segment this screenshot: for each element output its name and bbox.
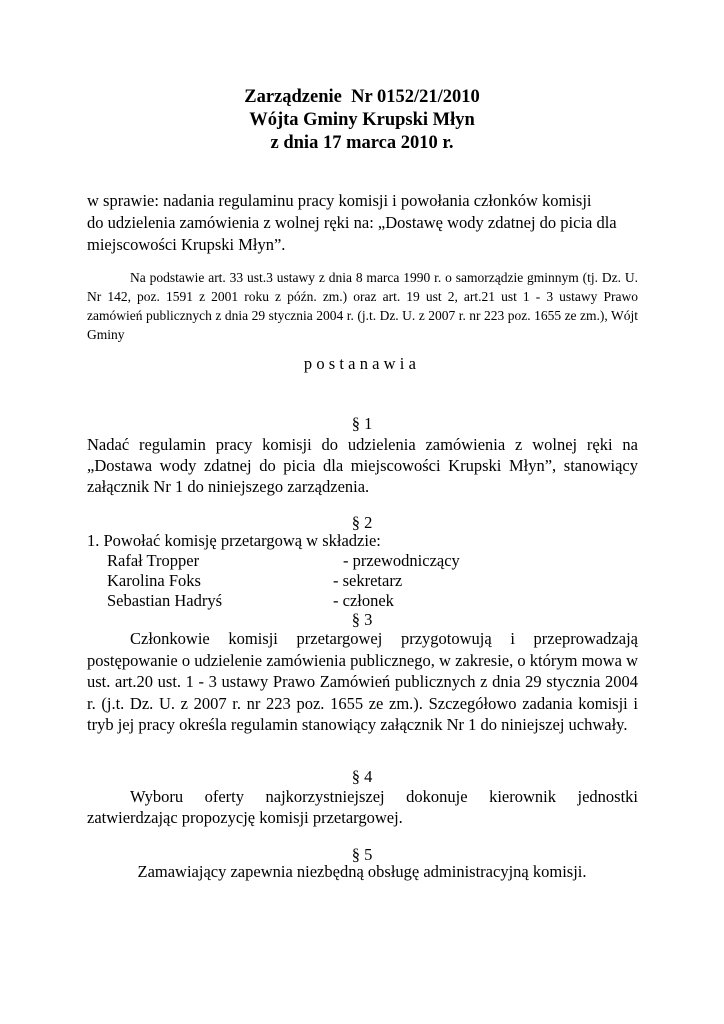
- member-name: Sebastian Hadryś: [107, 591, 223, 610]
- member-role: - przewodniczący: [343, 551, 460, 570]
- ordinance-date: z dnia 17 marca 2010 r.: [270, 133, 454, 153]
- section-3-mark: § 3: [351, 610, 373, 629]
- member-row: [87, 591, 638, 611]
- member-name: Karolina Foks: [107, 571, 201, 590]
- commission-intro: 1. Powołać komisję przetargową w składzie:: [87, 531, 381, 550]
- member-role: - sekretarz: [333, 571, 403, 590]
- legal-basis-paragraph: [87, 268, 638, 344]
- member-name: Rafał Tropper: [107, 551, 200, 570]
- commission-composition: [87, 531, 638, 611]
- section-3-text: Członkowie komisji przetargowej przygotowują i przeprowadzają postępowanie o udzielenie zamówienia publicznego, w zakresie, o którym mowa w ust. art.20 ust. 1 - 3 ustawy Prawo Zamówień publicznych z dnia 29 stycznia 2004 r. (j.t. Dz. U. z 2007 r. nr 223 poz. 1655 ze zm.). Szczegółowo zadania komisji i tryb jej pracy określa regulamin stanowiący załącznik Nr 1 do niniejszej uchwały.: [87, 629, 638, 734]
- subject-line-3: miejscowości Krupski Młyn”.: [87, 235, 286, 254]
- ordinance-number: Zarządzenie Nr 0152/21/2010: [244, 87, 480, 107]
- issuer: Wójta Gminy Krupski Młyn: [249, 110, 475, 130]
- member-row: [87, 551, 638, 571]
- document-header: [0, 86, 724, 155]
- section-4-text: Wyboru oferty najkorzystniejszej dokonuje kierownik jednostki zatwierdzając propozycję komisji przetargowej.: [87, 787, 638, 827]
- member-role: - członek: [333, 591, 394, 610]
- section-1-mark: § 1: [351, 414, 373, 433]
- member-row: [87, 571, 638, 591]
- section-2-mark: § 2: [351, 513, 373, 532]
- subject-line-2: do udzielenia zamówienia z wolnej ręki na: „Dostawę wody zdatnej do picia dla: [87, 213, 617, 232]
- decides-heading: postanawia: [303, 354, 421, 373]
- subject-line-1: w sprawie: nadania regulaminu pracy komisji i powołania członków komisji: [87, 191, 592, 210]
- subject-paragraph: [87, 190, 638, 256]
- section-1-text: Nadać regulamin pracy komisji do udzielenia zamówienia z wolnej ręki na „Dostawa wody zdatnej do picia dla miejscowości Krupski Młyn”, stanowiący załącznik Nr 1 do niniejszego zarządzenia.: [87, 435, 638, 496]
- section-4-mark: § 4: [351, 767, 373, 786]
- legal-basis-text: Na podstawie art. 33 ust.3 ustawy z dnia 8 marca 1990 r. o samorządzie gminnym (tj. Dz. U. Nr 142, poz. 1591 z 2001 roku z późn. zm.) oraz art. 19 ust 2, art.21 ust 1 - 3 ustawy Prawo zamówień publicznych z dnia 29 stycznia 2004 r. (j.t. Dz. U. z 2007 r. nr 223 poz. 1655 ze zm.), Wójt Gminy: [87, 270, 638, 342]
- section-5-text: Zamawiający zapewnia niezbędną obsługę administracyjną komisji.: [137, 862, 587, 881]
- section-5-mark: § 5: [351, 845, 373, 864]
